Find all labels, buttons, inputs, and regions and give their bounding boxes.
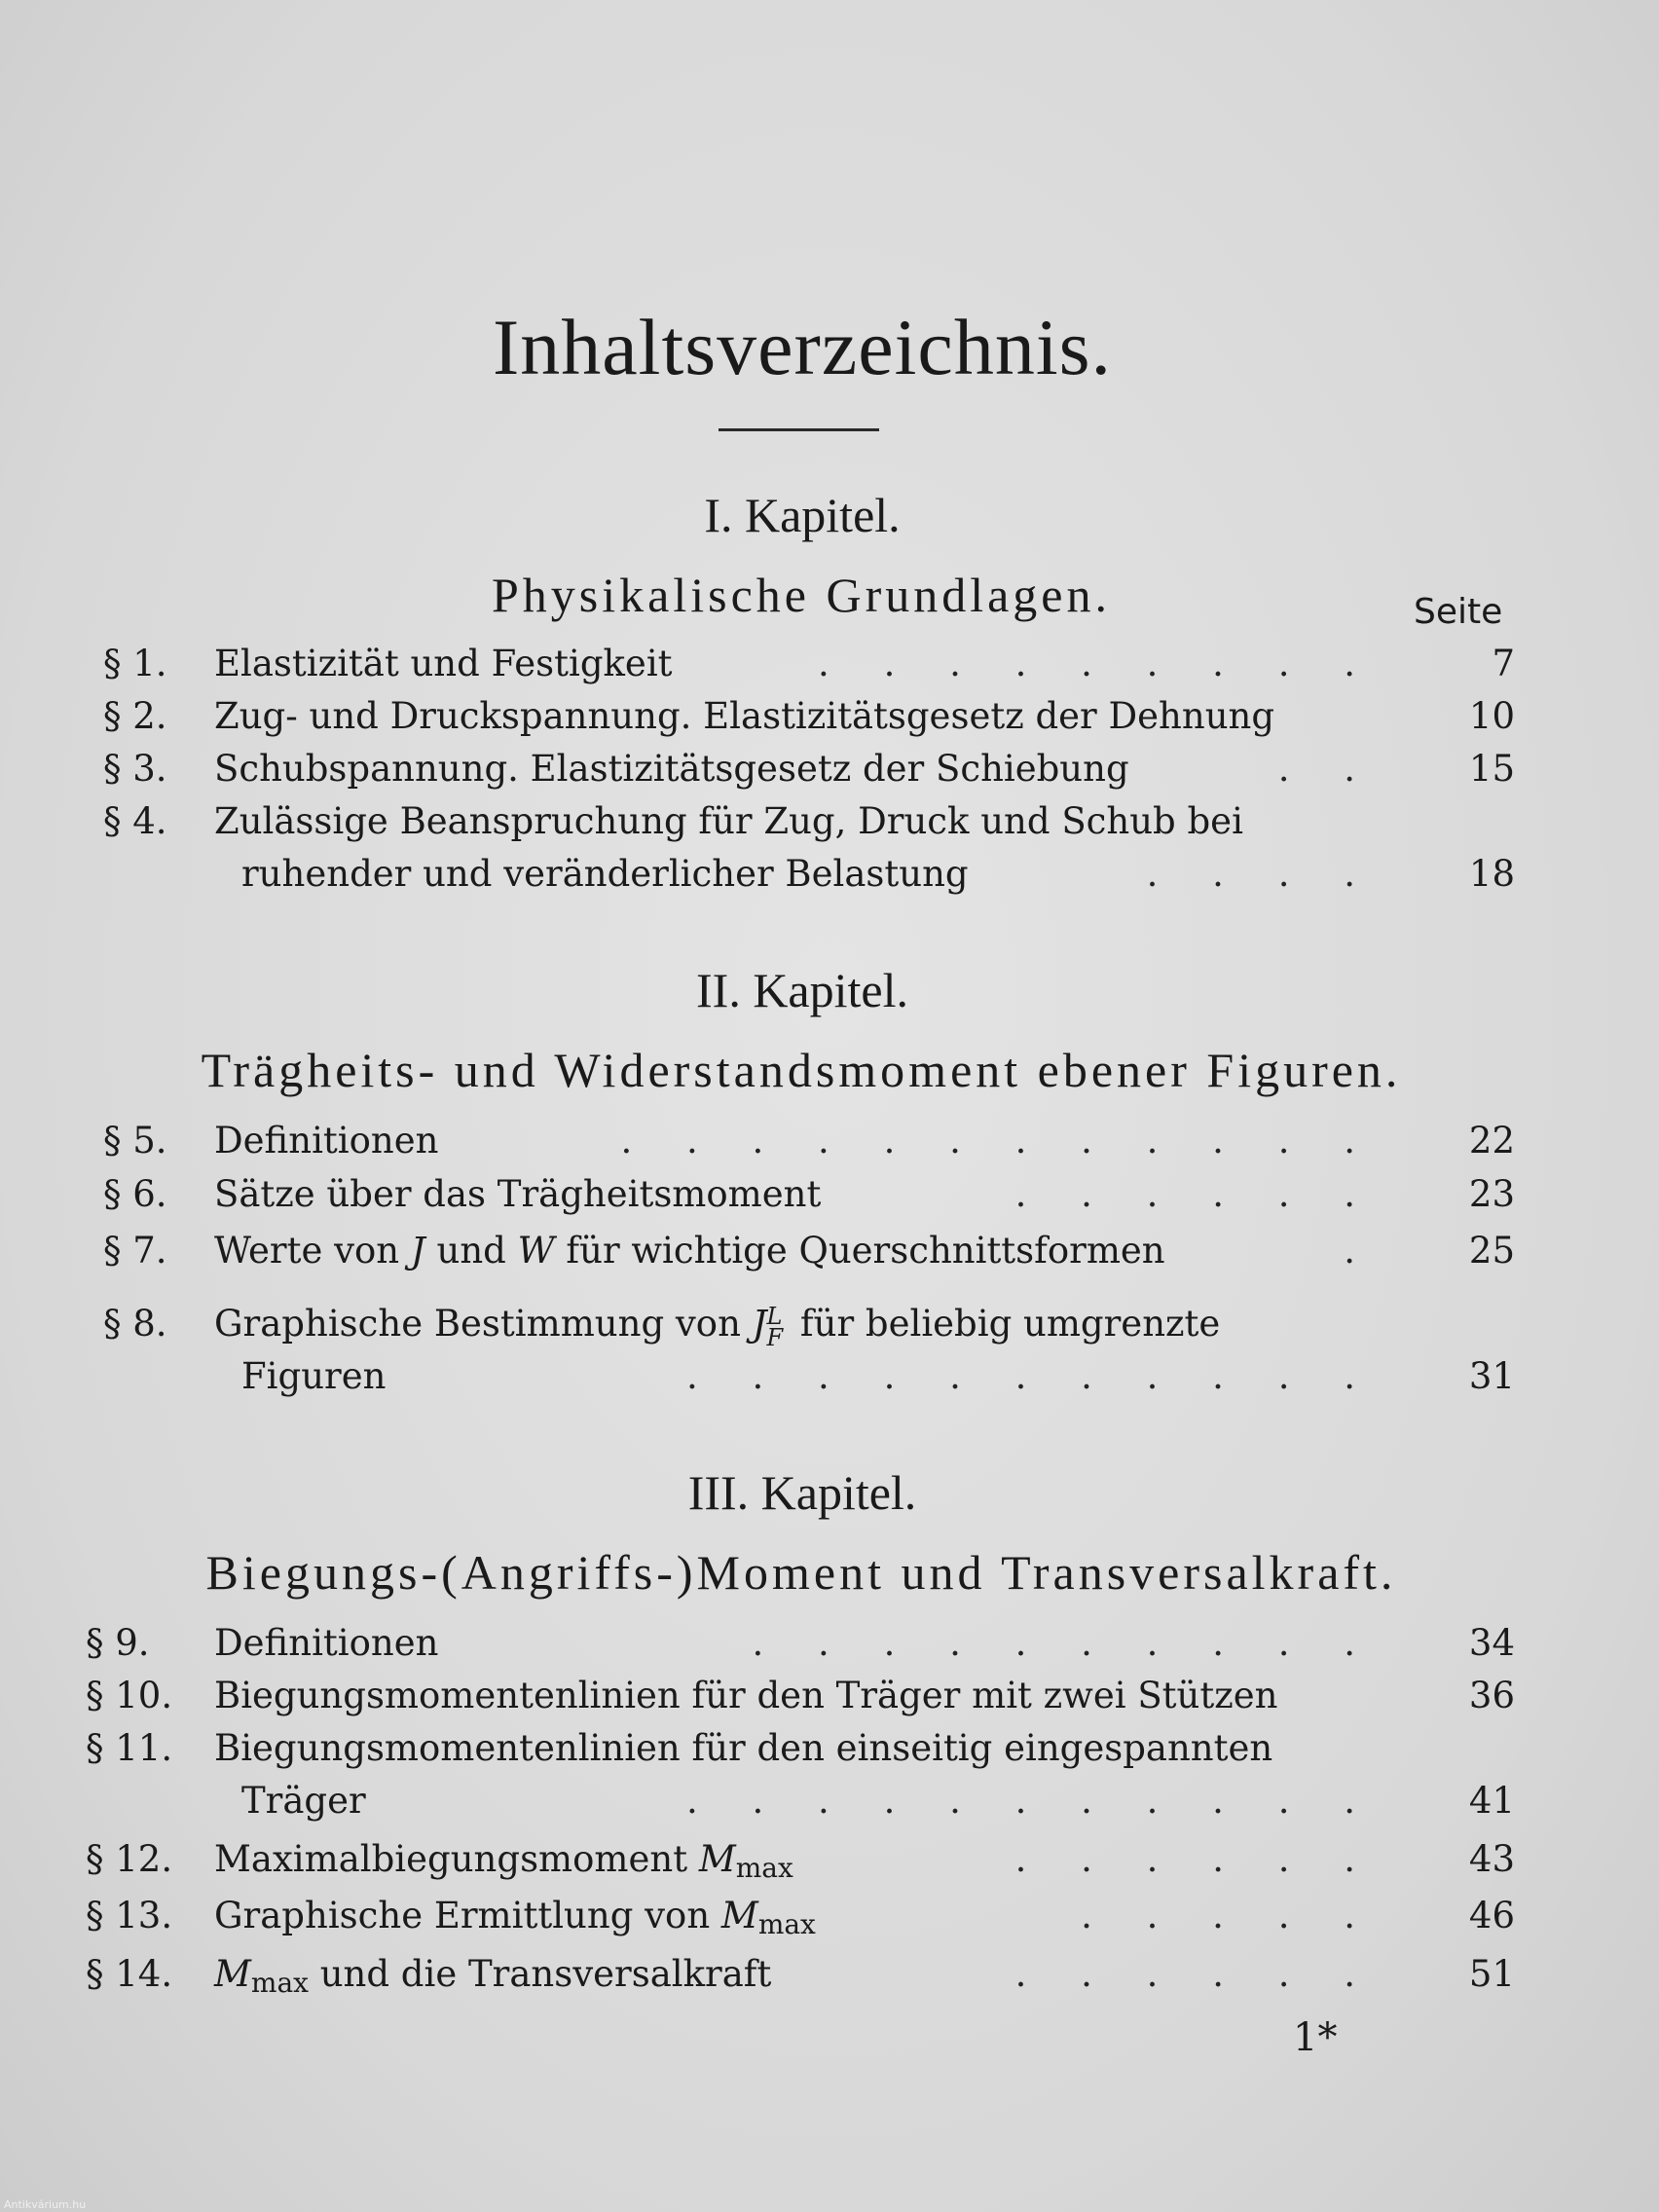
toc-entry[interactable] (0, 1675, 1659, 1725)
leader-dots: . . . . . . (1014, 1953, 1377, 1995)
page-number: 10 (1468, 695, 1515, 737)
chapter-heading-2: II. Kapitel. (696, 963, 908, 1017)
math-symbol-m: M (214, 1953, 251, 1995)
page-number: 34 (1468, 1622, 1515, 1664)
page-number: 46 (1468, 1895, 1515, 1936)
chapter-heading-3: III. Kapitel. (687, 1465, 917, 1520)
entry-title: $M_{max}$ und die Transversalkraft (214, 1953, 772, 1999)
leader-dots: . . . . . . . . . . . (686, 1780, 1377, 1822)
entry-title: Graphische Bestimmung von J L F für beliebig umgrenzte (214, 1302, 1221, 1351)
toc-entry[interactable] (0, 1173, 1659, 1224)
leader-dots: . . . . . . . . . . (752, 1622, 1377, 1664)
entry-title: Maximalbiegungsmoment $M_{max}$ (214, 1838, 793, 1884)
toc-entry[interactable] (0, 1230, 1659, 1280)
toc-entry[interactable] (0, 748, 1659, 798)
math-symbol-w: W (517, 1230, 555, 1272)
entry-title: Zug- und Druckspannung. Elastizitätsgesetz der Dehnung (214, 695, 1275, 737)
entry-title: Graphische Ermittlung von $M_{max}$ (214, 1895, 816, 1940)
section-number: § 12. (86, 1838, 173, 1880)
chapter-title-2: Trägheits- und Widerstandsmoment ebener Figuren. (201, 1043, 1402, 1097)
toc-entry[interactable] (0, 695, 1659, 746)
entry-title: Zulässige Beanspruchung für Zug, Druck und Schub bei (214, 800, 1243, 842)
page-title: Inhaltsverzeichnis. (492, 303, 1113, 391)
leader-dots: . (1344, 1230, 1377, 1272)
page-number: 22 (1468, 1120, 1515, 1161)
chapter-heading-1: I. Kapitel. (704, 488, 901, 542)
entry-title: Definitionen (214, 1622, 439, 1664)
section-number: § 13. (86, 1895, 173, 1936)
entry-title: Träger (241, 1780, 366, 1822)
toc-entry[interactable] (0, 643, 1659, 693)
page-number: 31 (1468, 1355, 1515, 1397)
page-number: 36 (1468, 1675, 1515, 1716)
watermark: Antikvárium.hu (4, 2198, 87, 2211)
toc-entry[interactable] (0, 800, 1659, 851)
leader-dots: . . . . . (1081, 1895, 1377, 1936)
leader-dots: . . . . . . . . . . . (686, 1355, 1377, 1397)
leader-dots: . . (1277, 748, 1377, 790)
entry-title: Biegungsmomentenlinien für den einseitig eingespannten (214, 1727, 1273, 1769)
section-number: § 6. (103, 1173, 167, 1215)
entry-title: Biegungsmomentenlinien für den Träger mit zwei Stützen (214, 1675, 1278, 1716)
title-divider (719, 428, 879, 431)
chapter-title-1: Physikalische Grundlagen. (491, 568, 1111, 622)
toc-entry[interactable] (0, 1838, 1659, 1889)
signature-mark: 1* (1293, 2015, 1338, 2060)
section-number: § 5. (103, 1120, 167, 1161)
math-symbol-m: M (720, 1895, 758, 1936)
section-number: § 2. (103, 695, 167, 737)
entry-title: ruhender und veränderlicher Belastung (241, 853, 969, 895)
section-number: § 9. (86, 1622, 150, 1664)
toc-entry[interactable] (0, 1953, 1659, 2004)
page-number: 7 (1492, 643, 1515, 684)
entry-title: Figuren (241, 1355, 387, 1397)
section-number: § 4. (103, 800, 167, 842)
leader-dots: . . . . . . (1014, 1173, 1377, 1215)
entry-title: Definitionen (214, 1120, 439, 1161)
toc-entry-continuation[interactable] (0, 853, 1659, 903)
page-number: 15 (1468, 748, 1515, 790)
toc-entry[interactable] (0, 1727, 1659, 1778)
section-number: § 10. (86, 1675, 173, 1716)
math-symbol-m: M (698, 1838, 736, 1880)
section-number: § 7. (103, 1230, 167, 1272)
page-number: 51 (1468, 1953, 1515, 1995)
page-number: 25 (1468, 1230, 1515, 1272)
page-number: 23 (1468, 1173, 1515, 1215)
math-symbol-j: J (410, 1230, 425, 1272)
leader-dots: . . . . (1146, 853, 1377, 895)
entry-title: Schubspannung. Elastizitätsgesetz der Schiebung (214, 748, 1129, 790)
toc-entry[interactable] (0, 1622, 1659, 1673)
section-number: § 1. (103, 643, 167, 684)
entry-title: Werte von J und W für wichtige Querschnittsformen (214, 1230, 1165, 1272)
toc-entry-continuation[interactable] (0, 1780, 1659, 1830)
toc-entry[interactable] (0, 1303, 1659, 1353)
toc-entry[interactable] (0, 1895, 1659, 1945)
section-number: § 8. (103, 1303, 167, 1345)
leader-dots: . . . . . . (1014, 1838, 1377, 1880)
page-number: 18 (1468, 853, 1515, 895)
math-symbol-j: J (752, 1303, 767, 1345)
leader-dots: . . . . . . . . . . . . (620, 1120, 1377, 1161)
entry-title: Elastizität und Festigkeit (214, 643, 673, 684)
section-number: § 11. (86, 1727, 173, 1769)
section-number: § 3. (103, 748, 167, 790)
toc-entry-continuation[interactable] (0, 1355, 1659, 1406)
entry-title: Sätze über das Trägheitsmoment (214, 1173, 822, 1215)
section-number: § 14. (86, 1953, 173, 1995)
seite-label: Seite (1414, 592, 1503, 632)
toc-entry[interactable] (0, 1120, 1659, 1170)
page-number: 41 (1468, 1780, 1515, 1822)
leader-dots: . . . . . . . . . (818, 643, 1377, 684)
chapter-title-3: Biegungs-(Angriffs-)Moment und Transversalkraft. (205, 1545, 1397, 1600)
page-number: 43 (1468, 1838, 1515, 1880)
